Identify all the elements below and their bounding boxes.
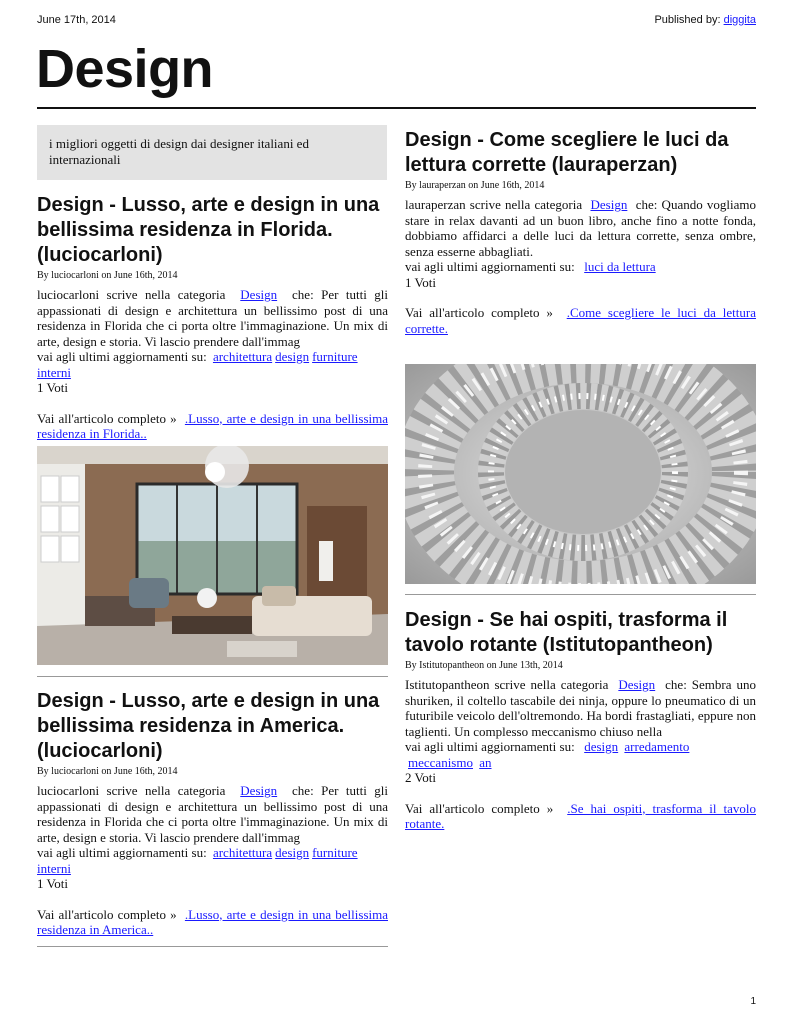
updates-label: vai agli ultimi aggiornamenti su: [405, 259, 575, 274]
article-byline: By luciocarloni on June 16th, 2014 [37, 270, 178, 281]
intro-before: Istitutopantheon scrive nella categoria [405, 677, 609, 692]
tag-link[interactable]: furniture [312, 349, 358, 364]
read-more-label: Vai all'articolo completo » [37, 410, 177, 426]
article-intro [405, 197, 756, 259]
tag-link[interactable]: interni [37, 364, 71, 380]
ring-lamp-photo [405, 364, 756, 584]
tag-link[interactable]: design [584, 739, 619, 754]
vote-count: 1 Voti [37, 380, 68, 395]
category-link[interactable]: Design [240, 783, 278, 798]
vote-count: 1 Voti [405, 274, 436, 290]
tag-link[interactable]: architettura [212, 349, 273, 364]
updates-label: vai agli ultimi aggiornamenti su: [37, 349, 207, 364]
category-link[interactable]: Design [590, 197, 628, 212]
article-intro [405, 677, 756, 739]
article-america [37, 689, 388, 938]
updates-line [405, 739, 756, 770]
article-title: Design - Se hai ospiti, trasforma il tavolo rotante (Istitutopantheon) [405, 609, 728, 656]
read-more-label: Vai all'articolo completo » [405, 305, 553, 320]
tag-link[interactable]: luci da lettura [584, 259, 656, 274]
read-more-link[interactable]: .Se hai ospiti, trasforma il tavolo rotante. [405, 800, 757, 831]
tag-link[interactable]: an [479, 754, 492, 770]
living-room-photo [37, 446, 388, 665]
read-more-link[interactable]: .Lusso, arte e design in una bellissima residenza in Florida.. [37, 410, 388, 441]
read-more-label: Vai all'articolo completo » [37, 906, 177, 922]
read-more [37, 411, 388, 442]
masthead-divider [37, 107, 756, 109]
article-byline: By lauraperzan on June 16th, 2014 [405, 180, 545, 191]
vote-count: 2 Voti [405, 770, 436, 785]
article-separator [405, 594, 756, 595]
read-more-link[interactable]: .Lusso, arte e design in una bellissima residenza in America.. [37, 906, 388, 937]
updates-label: vai agli ultimi aggiornamenti su: [405, 739, 575, 754]
updates-line [37, 349, 388, 380]
masthead-title: Design [36, 39, 214, 99]
article-title: Design - Come scegliere le luci da lettura corrette (lauraperzan) [405, 129, 729, 176]
intro-before: luciocarloni scrive nella categoria [37, 783, 226, 798]
intro-before: lauraperzan scrive nella categoria [405, 197, 583, 212]
published-by-link[interactable]: diggita [723, 14, 756, 26]
published-by [654, 14, 756, 26]
tag-link[interactable]: design [275, 349, 310, 364]
read-more [405, 305, 756, 336]
read-more [405, 801, 756, 832]
article-title: Design - Lusso, arte e design in una bellissima residenza in America. (luciocarloni) [37, 690, 380, 762]
publish-date: June 17th, 2014 [37, 14, 116, 26]
read-more-link[interactable]: .Come scegliere le luci da lettura corrette. [405, 305, 756, 336]
intro-after: che: Sembra uno shuriken, il coltello tascabile dei ninja, oppure lo pneumatico di un futuribile veicolo dell'oltremondo. Ha bordi frastagliati, eppure non taglienti. Un complesso meccanismo chiuso nella [405, 677, 756, 739]
article-separator [37, 676, 388, 677]
article-rotating-table [405, 608, 756, 832]
updates-line [37, 845, 388, 876]
intro-after: che: Per tutti gli appassionati di design e architettura un bellissimo post di una residenza in Florida che ci porta oltre l'immaginazione. Un mix di arte, design e storia. Vi lascio prendere dall'immag [37, 783, 389, 845]
article-separator [37, 946, 388, 947]
article-title: Design - Lusso, arte e design in una bellissima residenza in Florida. (luciocarloni) [37, 194, 380, 266]
article-reading-lights [405, 128, 756, 336]
vote-count: 1 Voti [37, 876, 68, 891]
category-link[interactable]: Design [240, 287, 278, 302]
tag-link[interactable]: furniture [312, 845, 358, 860]
updates-label: vai agli ultimi aggiornamenti su: [37, 845, 207, 860]
intro-after: che: Per tutti gli appassionati di design e architettura un bellissimo post di una residenza in Florida che ci porta oltre l'immaginazione. Un mix di arte, design e storia. Vi lascio prendere dall'immag [37, 287, 389, 349]
tag-link[interactable]: arredamento [624, 739, 690, 754]
updates-line [405, 259, 756, 275]
intro-after: che: Quando vogliamo stare in relax davanti ad un buon libro, anche fino a notte fonda, dobbiamo affidarci a delle luci da lettura corrette, senza ombre, senza esserne abbagliati. [405, 197, 757, 259]
category-link[interactable]: Design [618, 677, 656, 692]
tag-link[interactable]: architettura [212, 845, 273, 860]
intro-before: luciocarloni scrive nella categoria [37, 287, 226, 302]
article-byline: By Istitutopantheon on June 13th, 2014 [405, 660, 563, 671]
tag-link[interactable]: meccanismo [408, 754, 473, 770]
article-florida [37, 193, 388, 442]
article-byline: By luciocarloni on June 16th, 2014 [37, 766, 178, 777]
article-intro [37, 287, 388, 349]
article-intro [37, 783, 388, 845]
tagline-box: i migliori oggetti di design dai designer italiani ed internazionali [37, 125, 387, 180]
tag-link[interactable]: interni [37, 860, 71, 876]
page-number: 1 [750, 996, 756, 1007]
read-more [37, 907, 388, 938]
tag-link[interactable]: design [275, 845, 310, 860]
read-more-label: Vai all'articolo completo » [405, 800, 554, 816]
published-by-label: Published by: [654, 14, 721, 26]
